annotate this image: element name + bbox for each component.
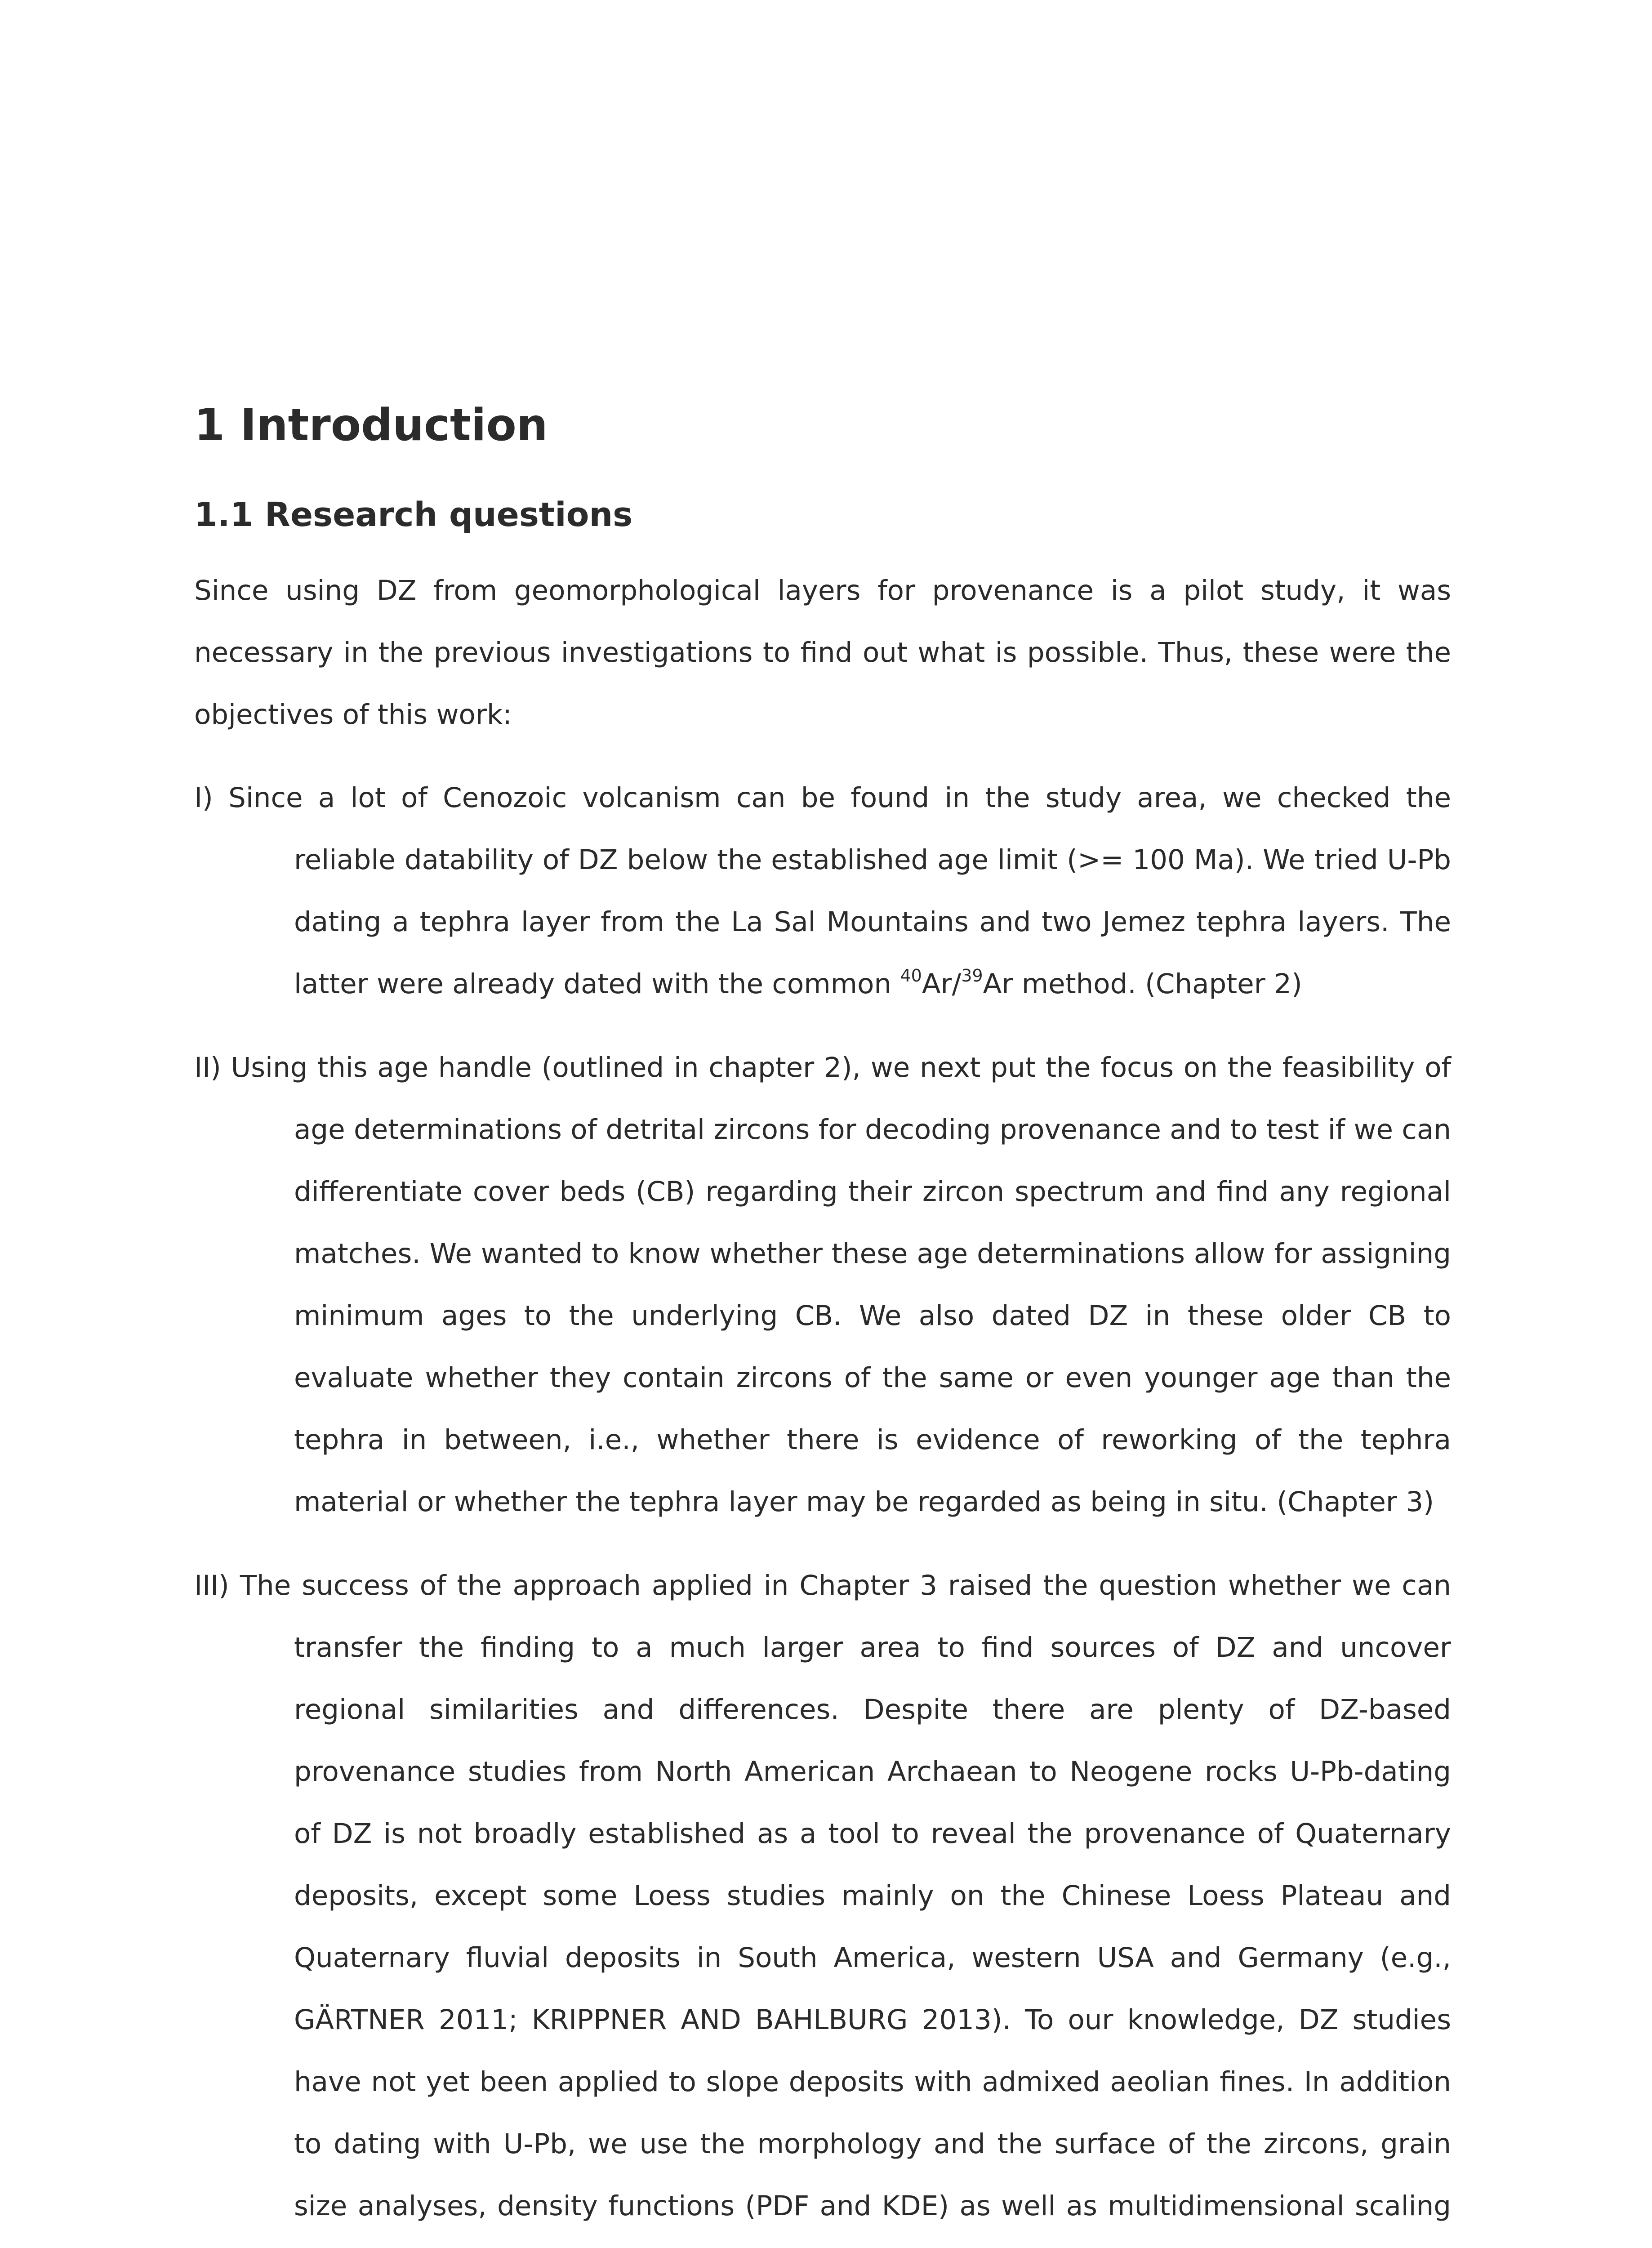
isotope-40-superscript: 40 [900,966,922,986]
research-question-2: II) Using this age handle (outlined in chapter 2), we next put the focus on the feasibility of age determinations of detrital zircons for decoding provenance and to test if we can differentiate cover beds (CB) regarding their zircon spectrum and find any regional matches. We wanted to know whether these age determinations allow for assigning minimum ages to the underlying CB. We also dated DZ in these older CB to evaluate whether they contain zircons of the same or even younger age than the tephra in between, i.e., whether there is evidence of reworking of the tephra material or whether the tephra layer may be regarded as being in situ. (Chapter 3) [194,1052,1451,1518]
research-question-3: III) The success of the approach applied in Chapter 3 raised the question whether we can transfer the finding to a much larger area to find sources of DZ and uncover regional similarities and differences. Despite there are plenty of DZ-based provenance studies from North American Archaean to Neogene rocks U-Pb-dating of DZ is not broadly established as a tool to reveal the provenance of Quaternary deposits, except some Loess studies mainly on the Chinese Loess Plateau and Quaternary fluvial deposits in South America, western USA and Germany (e.g., GÄRTNER 2011; KRIPPNER AND BAHLBURG 2013). To our knowledge, DZ studies have not yet been applied to slope deposits with admixed aeolian fines. In addition to dating with U-Pb, we use the morphology and the surface of the zircons, grain size analyses, density functions (PDF and KDE) as well as multidimensional scaling [194,1570,1451,2222]
isotope-39-superscript: 39 [961,966,983,986]
intro-paragraph: Since using DZ from geomorphological layers for provenance is a pilot study, it was necessary in the previous investigations to find out what is possible. Thus, these were the objectives of this work: [194,575,1451,731]
research-question-1 [194,767,1451,1015]
section-heading: 1.1 Research questions [194,495,633,534]
research-question-1-text: I) Since a lot of Cenozoic volcanism can be found in the study area, we checked the reliable datability of DZ below the established age limit (>= 100 Ma). We tried U-Pb dating a tephra layer from the La Sal Mountains and two Jemez tephra layers. The latter were already dated with the common [194,782,1451,1000]
chapter-heading: 1 Introduction [194,400,548,451]
research-question-1-end: Ar method. (Chapter 2) [983,968,1302,1000]
research-question-1-mid: Ar/ [922,968,962,1000]
